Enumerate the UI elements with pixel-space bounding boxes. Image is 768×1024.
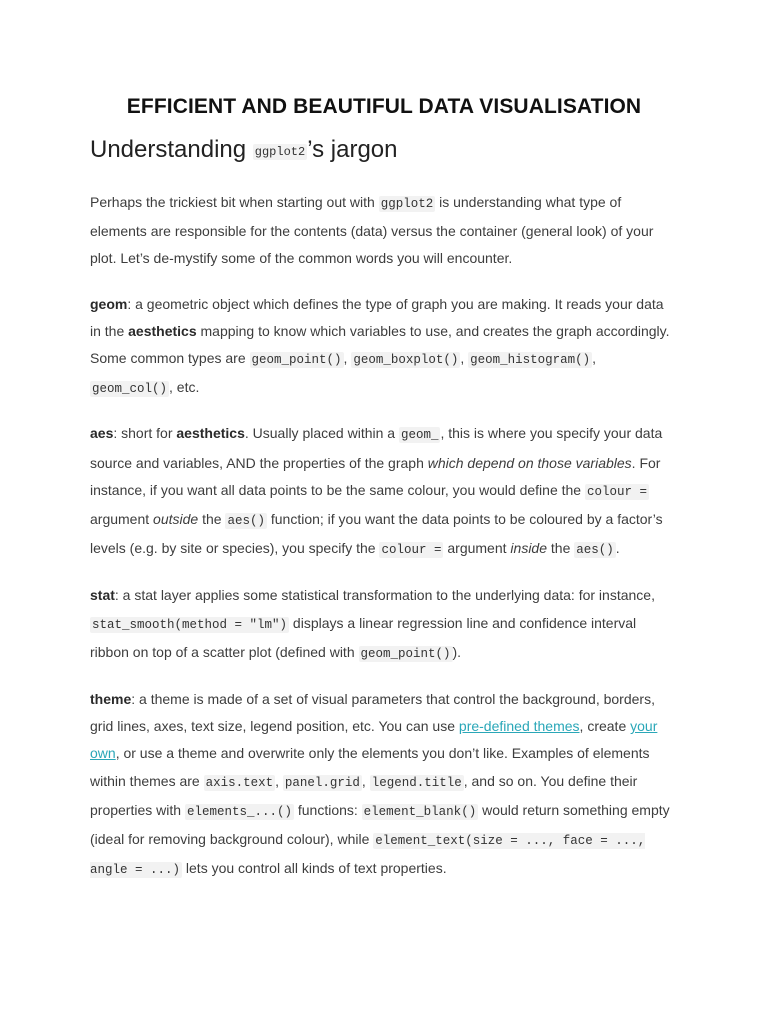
italic-text: inside	[510, 540, 548, 557]
separator-text: ,	[275, 772, 283, 789]
paragraph-text: function; if you want the data points to be coloured by a factor’s levels (e.g. by site or species), you specify the	[90, 511, 663, 557]
inline-code: aes()	[576, 543, 614, 558]
paragraph-text: functions:	[293, 801, 362, 818]
theme-paragraph	[90, 686, 678, 884]
inline-code: colour =	[586, 484, 647, 499]
paragraph-text: , and so on. You define their properties with	[90, 772, 638, 818]
intro-text: is understanding what type of elements are responsible for the contents (data) versus the container (general look) of your plot. Let’s de-mystify some of the common words you will encounter.	[90, 194, 654, 267]
inline-code: legend.title	[371, 775, 462, 790]
inline-code: geom_point()	[360, 646, 451, 661]
inline-code: axis.text	[205, 775, 274, 790]
separator-text: ,	[460, 350, 469, 367]
paragraph-text: . For instance, if you want all data points to be the same colour, you would define the	[90, 454, 661, 498]
term-aes: aes	[90, 425, 114, 442]
inline-code: ggplot2	[380, 197, 434, 211]
paragraph-text: would return something empty (ideal for removing background colour), while	[90, 801, 670, 848]
paragraph-text: , create	[579, 718, 631, 735]
paragraph-text: lets you control all kinds of text properties.	[182, 860, 447, 877]
geom-paragraph	[90, 291, 678, 404]
inline-code: geom_point()	[251, 353, 342, 368]
separator-text: ,	[361, 772, 370, 789]
paragraph-text: argument	[90, 511, 154, 528]
intro-paragraph	[90, 189, 678, 273]
paragraph-text: , or use a theme and overwrite only the elements you don’t like. Examples of elements within themes are	[90, 745, 650, 789]
term-stat: stat	[90, 587, 115, 604]
paragraph-text: argument	[443, 540, 511, 557]
inline-code: colour =	[381, 543, 442, 558]
separator-text: ,	[592, 350, 597, 367]
your-own-link[interactable]: your own	[90, 718, 658, 762]
paragraph-text: . Usually placed within a	[244, 425, 399, 442]
inline-code: aes()	[227, 514, 265, 529]
heading-text: Understanding	[90, 136, 253, 163]
term-theme: theme	[90, 691, 132, 708]
inline-code: geom_histogram()	[470, 353, 591, 368]
section-heading	[90, 133, 678, 169]
italic-text: which depend on those variables	[427, 454, 632, 471]
inline-code: geom_	[400, 428, 439, 443]
inline-code: panel.grid	[284, 775, 360, 790]
paragraph-text: the	[547, 540, 575, 557]
inline-code: element_blank()	[363, 804, 477, 819]
term-geom: geom	[90, 295, 128, 312]
paragraph-text: mapping to know which variables to use, and creates the graph accordingly. Some common types are	[90, 322, 670, 367]
paragraph-text: : a theme is made of a set of visual parameters that control the background, borders, grid lines, axes, text size, legend position, etc. You can use	[90, 691, 655, 735]
intro-text: Perhaps the trickiest bit when starting out with	[90, 194, 379, 210]
paragraph-text: ).	[452, 643, 462, 660]
inline-code: geom_boxplot()	[353, 353, 459, 368]
paragraph-text: the	[198, 511, 226, 528]
heading-text-suffix: ’s jargon	[307, 136, 398, 163]
stat-paragraph	[90, 582, 678, 668]
bold-text: aesthetics	[176, 425, 245, 442]
inline-code: element_text(size = ..., face = ..., angle = ...)	[90, 834, 646, 878]
paragraph-text: : a geometric object which defines the type of graph you are making. It reads your data in the	[90, 295, 664, 339]
inline-code: elements_...()	[186, 804, 292, 819]
paragraph-text: displays a linear regression line and confidence interval ribbon on top of a scatter plot (defined with	[90, 614, 637, 660]
separator-text: ,	[343, 350, 352, 367]
paragraph-text: , etc.	[169, 379, 200, 396]
paragraph-text: : a stat layer applies some statistical transformation to the underlying data: for instance,	[114, 587, 655, 604]
inline-code: geom_col()	[92, 382, 168, 397]
inline-code: stat_smooth(method = "lm")	[92, 617, 288, 632]
paragraph-text: .	[615, 540, 620, 557]
aes-paragraph	[90, 420, 678, 564]
predefined-themes-link[interactable]: pre-defined themes	[458, 718, 580, 735]
document-title: EFFICIENT AND BEAUTIFUL DATA VISUALISATION	[126, 95, 642, 118]
bold-text: aesthetics	[128, 322, 197, 339]
paragraph-text: , this is where you specify your data source and variables, AND the properties of the graph	[90, 425, 663, 471]
paragraph-text: : short for	[113, 425, 177, 442]
heading-code: ggplot2	[254, 145, 306, 159]
italic-text: outside	[153, 511, 199, 528]
